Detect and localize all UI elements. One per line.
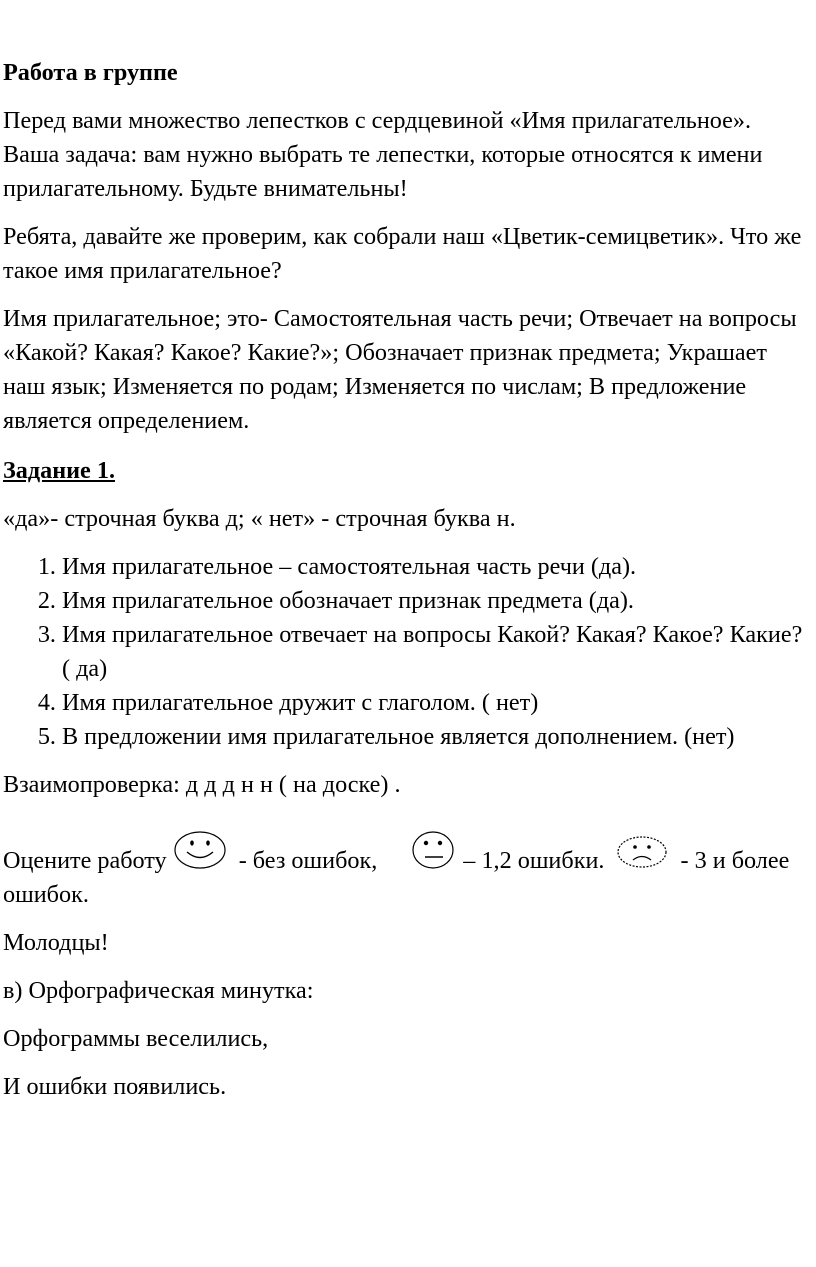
task-item: 2. Имя прилагательное обозначает признак предмета (да). (62, 584, 810, 618)
rating-no-errors: - без ошибок, (232, 847, 378, 874)
task-heading: Задание 1. (3, 457, 115, 484)
neutral-face-icon (411, 830, 457, 870)
poem-line: И ошибки появились. (3, 1073, 227, 1100)
smiling-face-icon (173, 830, 227, 870)
praise-paragraph: Молодцы! (3, 929, 109, 956)
task-item: 3. Имя прилагательное отвечает на вопросы Какой? Какая? Какое? Какие? ( да) (62, 618, 810, 686)
spelling-minute-heading: в) Орфографическая минутка: (3, 977, 314, 1004)
task-item: 4. Имя прилагательное дружит с глаголом. ( нет) (62, 686, 810, 720)
rating-many-errors: - 3 и более ошибок. (3, 847, 790, 908)
task-item: 5. В предложении имя прилагательное является дополнением. (нет) (62, 720, 810, 754)
task-item: 1. Имя прилагательное – самостоятельная часть речи (да). (62, 550, 810, 584)
intro-paragraph: Перед вами множество лепестков с сердцевиной «Имя прилагательное». Ваша задача: вам нужно выбрать те лепестки, которые относятся к имени прилагательному. Будьте внимательны! (3, 107, 763, 202)
peer-check-paragraph: Взаимопроверка: д д д н н ( на доске) . (3, 771, 401, 798)
rating-prefix: Оцените работу (3, 847, 167, 874)
section-heading: Работа в группе (3, 59, 178, 86)
task-legend: «да»- строчная буква д; « нет» - строчная буква н. (3, 505, 516, 532)
sad-face-icon (616, 834, 668, 870)
rating-few-errors: – 1,2 ошибки. (463, 847, 605, 874)
task-list (3, 550, 810, 754)
rating-paragraph (3, 830, 810, 912)
poem-line: Орфограммы веселились, (3, 1025, 269, 1052)
check-question-paragraph: Ребята, давайте же проверим, как собрали наш «Цветик-семицветик». Что же такое имя прилагательное? (3, 223, 802, 284)
definition-paragraph: Имя прилагательное; это- Самостоятельная часть речи; Отвечает на вопросы «Какой? Какая? Какое? Какие?»; Обозначает признак предмета; Украшает наш язык; Изменяется по родам; Изменяется по числам; В предложение является определением. (3, 305, 797, 434)
